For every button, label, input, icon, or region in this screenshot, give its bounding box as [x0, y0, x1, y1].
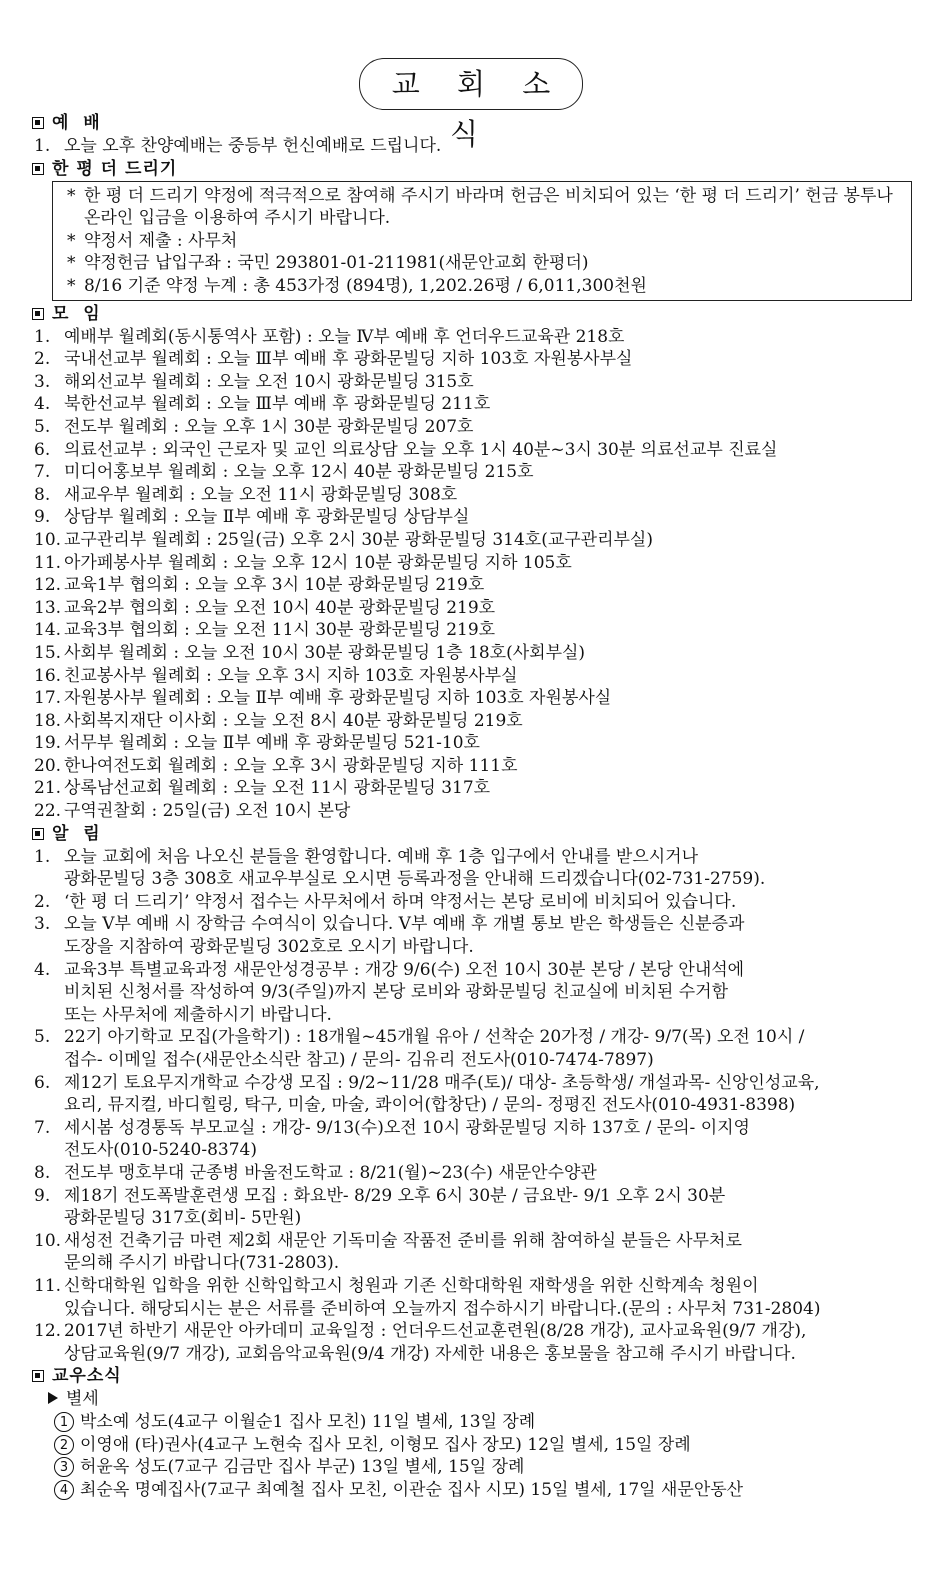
triangle-bullet-icon [48, 1392, 58, 1404]
notice-line: 교육3부 특별교육과정 새문안성경공부 : 개강 9/6(수) 오전 10시 30분 본당 / 본당 안내석에 [64, 959, 745, 980]
notice-text [64, 1162, 910, 1185]
notice-text [64, 1275, 910, 1320]
item-text: 사회복지재단 이사회 : 오늘 오전 8시 40분 광화문빌딩 219호 [64, 710, 523, 731]
item-number: 1. [34, 326, 51, 347]
obituary-item [32, 1434, 910, 1457]
item-text: 상록남선교회 월례회 : 오늘 오전 11시 광화문빌딩 317호 [64, 778, 491, 799]
item-number: 13. [34, 597, 62, 618]
square-bullet-icon [32, 117, 44, 129]
item-text: 구역권찰회 : 25일(금) 오전 10시 본당 [64, 801, 351, 822]
pledge-text: 약정헌금 납입구좌 : 국민 293801-01-211981(새문안교회 한평더) [84, 253, 589, 274]
item-text: 사회부 월례회 : 오늘 오전 10시 30분 광화문빌딩 1층 18호(사회부실) [64, 642, 586, 663]
obituary-text: 최순옥 명예집사(7교구 최예철 집사 모친, 이관순 집사 시모) 15일 별세, 17일 새문안동산 [80, 1479, 744, 1500]
meeting-item [32, 777, 910, 800]
meeting-item [32, 506, 910, 529]
item-number: 19. [34, 733, 62, 754]
notice-item [32, 891, 910, 914]
meeting-item [32, 326, 910, 349]
item-number: 8. [34, 484, 51, 505]
item-number: 16. [34, 665, 62, 686]
section-heading-worship: 예 배 [32, 112, 910, 135]
item-number: 1. [34, 846, 51, 867]
section-heading-meetings: 모 임 [32, 303, 910, 326]
item-text: 전도부 월례회 : 오늘 오후 1시 30분 광화문빌딩 207호 [64, 416, 474, 437]
notice-line: 있습니다. 해당되시는 분은 서류를 준비하여 오늘까지 접수하시기 바랍니다.(문의 : 사무처 731-2804) [64, 1298, 821, 1319]
meeting-item [32, 642, 910, 665]
notice-item [32, 913, 910, 958]
notice-line: 제18기 전도폭발훈련생 모집 : 화요반- 8/29 오후 6시 30분 / 금요반- 9/1 오후 2시 30분 [64, 1185, 726, 1206]
notice-line: 오늘 Ⅴ부 예배 시 장학금 수여식이 있습니다. Ⅴ부 예배 후 개별 통보 받은 학생들은 신분증과 [64, 914, 745, 935]
notice-line: 새성전 건축기금 마련 제2회 새문안 기독미술 작품전 준비를 위해 참여하실 분들은 사무처로 [64, 1230, 742, 1251]
obituary-item [32, 1456, 910, 1479]
section-heading-members: 교우소식 [32, 1365, 910, 1388]
circled-number: 2 [54, 1435, 74, 1455]
item-number: 17. [34, 688, 62, 709]
obituary-text: 허윤옥 성도(7교구 김금만 집사 부군) 13일 별세, 15일 장례 [80, 1457, 525, 1478]
notice-item [32, 1320, 910, 1365]
item-number: 15. [34, 642, 62, 663]
meeting-item [32, 597, 910, 620]
item-text: 국내선교부 월례회 : 오늘 Ⅲ부 예배 후 광화문빌딩 지하 103호 자원봉사부실 [64, 349, 633, 370]
notice-text [64, 1230, 910, 1275]
notice-item [32, 1117, 910, 1162]
item-number: 1. [34, 136, 51, 156]
item-text: 해외선교부 월례회 : 오늘 오전 10시 광화문빌딩 315호 [64, 371, 474, 392]
meeting-item [32, 574, 910, 597]
obituary-text: 이영애 (타)권사(4교구 노현숙 집사 모친, 이형모 집사 장모) 12일 별세, 15일 장례 [80, 1434, 691, 1455]
notice-text [64, 1117, 910, 1162]
notice-item [32, 1230, 910, 1275]
notice-text [64, 846, 910, 891]
item-number: 5. [34, 1027, 51, 1048]
pledge-box [52, 181, 912, 301]
notice-line: 오늘 교회에 처음 나오신 분들을 환영합니다. 예배 후 1층 입구에서 안내를 받으시거나 [64, 846, 699, 867]
obituary-item [32, 1411, 910, 1434]
item-number: 4. [34, 394, 51, 415]
section-heading-pledge: 한 평 더 드리기 [32, 158, 910, 181]
notice-line: 제12기 토요무지개학교 수강생 모집 : 9/2~11/28 매주(토)/ 대상- 초등학생/ 개설과목- 신앙인성교육, [64, 1072, 820, 1093]
item-text: 교육1부 협의회 : 오늘 오후 3시 10분 광화문빌딩 219호 [64, 575, 485, 596]
notice-line: 22기 아기학교 모집(가을학기) : 18개월~45개월 유아 / 선착순 20가정 / 개강- 9/7(목) 오전 10시 / [64, 1027, 805, 1048]
notice-line: 비치된 신청서를 작성하여 9/3(주일)까지 본당 로비와 광화문빌딩 친교실에 비치된 수거함 [64, 982, 729, 1003]
notice-line: 또는 사무처에 제출하시기 바랍니다. [64, 1004, 332, 1025]
section-heading-notices: 알 림 [32, 823, 910, 846]
notice-text [64, 1026, 910, 1071]
notice-line: 광화문빌딩 317호(회비- 5만원) [64, 1208, 302, 1229]
notice-line: 세시봄 성경통독 부모교실 : 개강- 9/13(수)오전 10시 광화문빌딩 지하 137호 / 문의- 이지영 [64, 1117, 750, 1138]
item-number: 22. [34, 801, 62, 822]
item-number: 10. [34, 529, 62, 550]
square-bullet-icon [32, 308, 44, 320]
item-text: 북한선교부 월례회 : 오늘 Ⅲ부 예배 후 광화문빌딩 211호 [64, 394, 491, 415]
worship-item [32, 135, 910, 158]
notice-item [32, 846, 910, 891]
meeting-item [32, 552, 910, 575]
square-bullet-icon [32, 163, 44, 175]
item-text: 한나여전도회 월례회 : 오늘 오후 3시 광화문빌딩 지하 111호 [64, 755, 518, 776]
item-text: 교육2부 협의회 : 오늘 오전 10시 40분 광화문빌딩 219호 [64, 597, 496, 618]
obituary-item [32, 1479, 910, 1502]
item-number: 6. [34, 439, 51, 460]
meeting-item [32, 371, 910, 394]
members-list [32, 1411, 910, 1501]
meeting-item [32, 755, 910, 778]
item-number: 20. [34, 755, 62, 776]
notice-line: 광화문빌딩 3층 308호 새교우부실로 오시면 등록과정을 안내해 드리겠습니다(02-731-2759). [64, 869, 766, 890]
notice-item [32, 1185, 910, 1230]
item-text: 교구관리부 월례회 : 25일(금) 오후 2시 30분 광화문빌딩 314호(교구관리부실) [64, 529, 653, 550]
item-text: 의료선교부 : 외국인 근로자 및 교인 의료상담 오늘 오후 1시 40분~3시 30분 의료선교부 진료실 [64, 439, 778, 460]
notices-list [32, 846, 910, 1366]
notice-line: 접수- 이메일 접수(새문안소식란 참고) / 문의- 김유리 전도사(010-7474-7897) [64, 1050, 654, 1070]
item-number: 11. [34, 552, 62, 573]
pledge-bullet [67, 275, 901, 298]
pledge-bullet [67, 252, 901, 275]
notice-line: 요리, 뮤지컬, 바디힐링, 탁구, 미술, 마술, 콰이어(합창단) / 문의- 정평진 전도사(010-4931-8398) [64, 1095, 796, 1116]
meeting-item [32, 665, 910, 688]
asterisk-bullet: * [67, 230, 76, 251]
item-text: 서무부 월례회 : 오늘 Ⅱ부 예배 후 광화문빌딩 521-10호 [64, 733, 480, 754]
notice-text [64, 959, 910, 1027]
notice-text [64, 913, 910, 958]
meeting-item [32, 710, 910, 733]
item-number: 10. [34, 1230, 62, 1251]
asterisk-bullet: * [67, 253, 76, 274]
item-text: 새교우부 월례회 : 오늘 오전 11시 광화문빌딩 308호 [64, 484, 458, 505]
item-number: 9. [34, 1185, 51, 1206]
meetings-list [32, 326, 910, 823]
item-text: 자원봉사부 월례회 : 오늘 Ⅱ부 예배 후 광화문빌딩 지하 103호 자원봉사실 [64, 688, 612, 709]
notice-item [32, 959, 910, 1027]
notice-line: 도장을 지참하여 광화문빌딩 302호로 오시기 바랍니다. [64, 937, 474, 958]
notice-item [32, 1162, 910, 1185]
item-number: 12. [34, 1321, 62, 1342]
meeting-item [32, 416, 910, 439]
notice-item [32, 1026, 910, 1071]
notice-line: 상담교육원(9/7 개강), 교회음악교육원(9/4 개강) 자세한 내용은 홍보물을 참고해 주시기 바랍니다. [64, 1343, 796, 1364]
pledge-text: 약정서 제출 : 사무처 [84, 230, 238, 251]
item-number: 14. [34, 620, 62, 641]
meeting-item [32, 393, 910, 416]
meeting-item [32, 484, 910, 507]
square-bullet-icon [32, 828, 44, 840]
meeting-item [32, 529, 910, 552]
subheading-obituary: 별세 [32, 1388, 910, 1411]
item-text: 미디어홍보부 월례회 : 오늘 오후 12시 40분 광화문빌딩 215호 [64, 462, 534, 483]
pledge-bullet [67, 230, 901, 253]
meeting-item [32, 439, 910, 462]
item-number: 3. [34, 914, 51, 935]
meeting-item [32, 800, 910, 823]
item-number: 8. [34, 1162, 51, 1183]
item-text: 예배부 월례회(동시통역사 포함) : 오늘 Ⅳ부 예배 후 언더우드교육관 218호 [64, 326, 625, 347]
notice-line: 신학대학원 입학을 위한 신학입학고시 청원과 기존 신학대학원 재학생을 위한 신학계속 청원이 [64, 1275, 759, 1296]
pledge-text: 8/16 기준 약정 누계 : 총 453가정 (894명), 1,202.26평 / 6,011,300천원 [84, 275, 647, 296]
notice-text [64, 1185, 910, 1230]
notice-line: 2017년 하반기 새문안 아카데미 교육일정 : 언더우드선교훈련원(8/28 개강), 교사교육원(9/7 개강), [64, 1321, 807, 1342]
circled-number: 1 [54, 1412, 74, 1432]
item-text: 친교봉사부 월례회 : 오늘 오후 3시 지하 103호 자원봉사부실 [64, 665, 518, 686]
meeting-item [32, 348, 910, 371]
meeting-item [32, 732, 910, 755]
obituary-text: 박소예 성도(4교구 이월순1 집사 모친) 11일 별세, 13일 장례 [80, 1411, 536, 1432]
notice-text [64, 1072, 910, 1117]
meeting-item [32, 619, 910, 642]
notice-item [32, 1275, 910, 1320]
item-number: 2. [34, 349, 51, 370]
item-text: 아가페봉사부 월례회 : 오늘 오후 12시 10분 광화문빌딩 지하 105호 [64, 552, 572, 573]
item-number: 7. [34, 462, 51, 483]
worship-list [32, 135, 910, 158]
item-text: 오늘 오후 찬양예배는 중등부 헌신예배로 드립니다. [64, 136, 442, 156]
notice-line: ‘한 평 더 드리기’ 약정서 접수는 사무처에서 하며 약정서는 본당 로비에 비치되어 있습니다. [64, 891, 737, 912]
item-number: 6. [34, 1072, 51, 1093]
circled-number: 3 [54, 1457, 74, 1477]
notice-line: 문의해 주시기 바랍니다(731-2803). [64, 1253, 340, 1274]
page-title: 교 회 소 식 [359, 58, 583, 110]
item-number: 9. [34, 507, 51, 528]
item-number: 11. [34, 1275, 62, 1296]
notice-text [64, 891, 910, 914]
meeting-item [32, 687, 910, 710]
item-number: 18. [34, 710, 62, 731]
pledge-bullet [67, 185, 901, 230]
item-text: 상담부 월례회 : 오늘 Ⅱ부 예배 후 광화문빌딩 상담부실 [64, 507, 470, 528]
asterisk-bullet: * [67, 185, 76, 206]
meeting-item [32, 461, 910, 484]
item-number: 4. [34, 959, 51, 980]
pledge-text: 한 평 더 드리기 약정에 적극적으로 참여해 주시기 바라며 헌금은 비치되어 있는 ‘한 평 더 드리기’ 헌금 봉투나 온라인 입금을 이용하여 주시기 바랍니다. [84, 185, 893, 229]
item-number: 3. [34, 371, 51, 392]
item-number: 7. [34, 1117, 51, 1138]
notice-item [32, 1072, 910, 1117]
notice-line: 전도부 맹호부대 군종병 바울전도학교 : 8/21(월)~23(수) 새문안수양관 [64, 1162, 597, 1183]
item-number: 21. [34, 778, 62, 799]
notice-line: 전도사(010-5240-8374) [64, 1140, 257, 1161]
asterisk-bullet: * [67, 275, 76, 296]
item-number: 5. [34, 416, 51, 437]
item-text: 교육3부 협의회 : 오늘 오전 11시 30분 광화문빌딩 219호 [64, 620, 496, 641]
square-bullet-icon [32, 1370, 44, 1382]
item-number: 12. [34, 575, 62, 596]
circled-number: 4 [54, 1480, 74, 1500]
item-number: 2. [34, 891, 51, 912]
notice-text [64, 1320, 910, 1365]
